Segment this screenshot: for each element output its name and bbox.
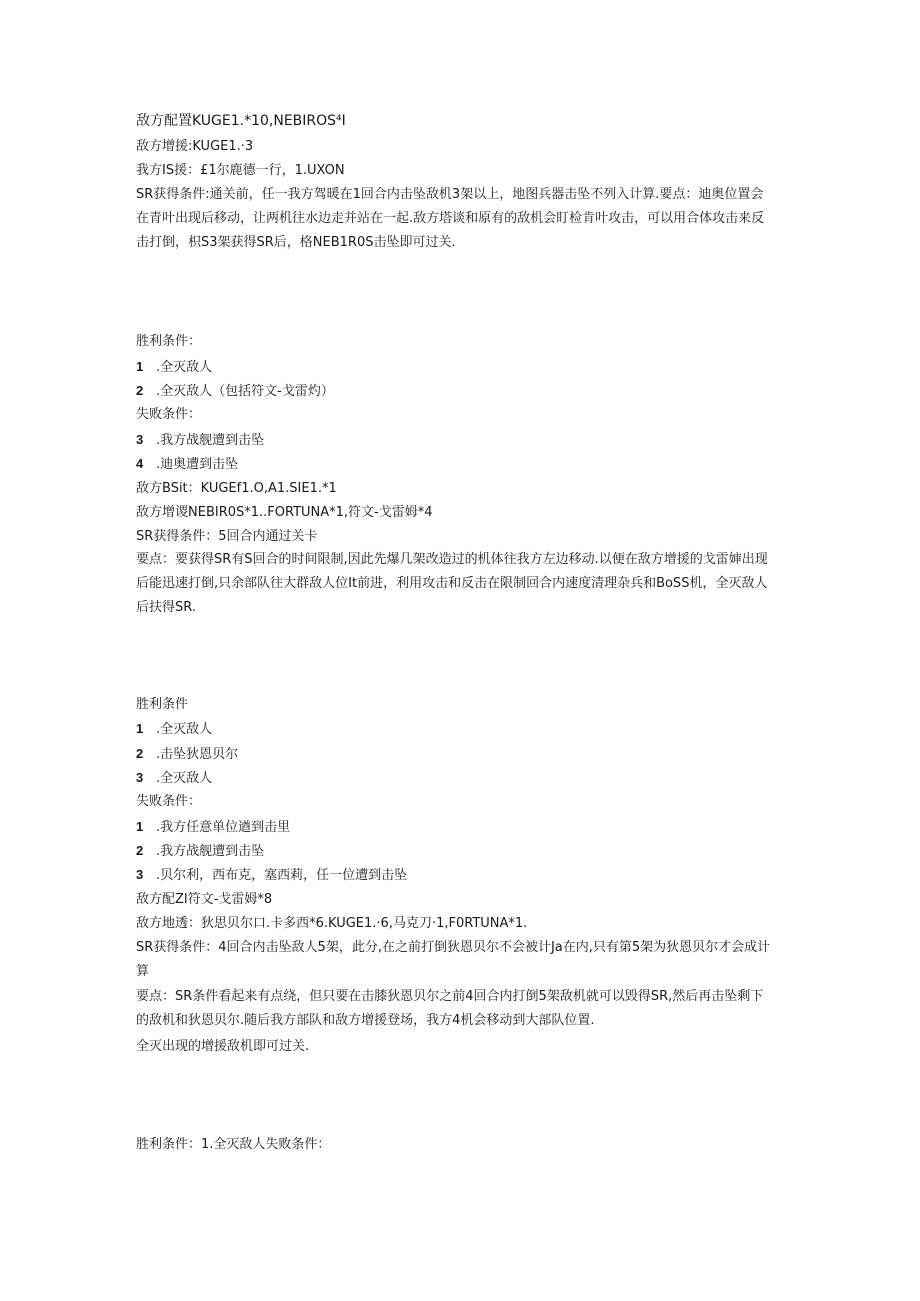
list-text: .全灭敌人 xyxy=(156,360,213,375)
list-text: .全灭敌人（包括符文-戈雷灼） xyxy=(156,384,334,399)
list-number: 1 xyxy=(136,819,144,834)
s2-victory-title: 胜利条件： xyxy=(136,334,202,349)
s3-victory-item xyxy=(136,721,212,738)
s3-points: 要点：SR条件看起来有点绕，但只要在击膝狄恩贝尔之前4回合内打倒5架敌机就可以毁得SR,然后再击坠剩下的敌机和狄恩贝尔.随后我方部队和敌方增援登场，我方4机会移动到大部队位置. xyxy=(136,989,764,1028)
s1-sr-condition: SR获得条件:通关前，任一我方驾暖在1回合内击坠敌机3架以上，地图兵器击坠不列入计算.要点：迪奥位置会在青叶出现后移动，让两机往水边走并站在一起.敌方塔谈和原有的敌机会盯检肯叶攻击，可以用合体攻击来反击打倒，枳S3架获得SR后，格NEB1R0S击坠即可过关. xyxy=(136,187,765,250)
s3-enemy-reinforce: 敌方地透：狄思贝尔口.卡多西*6.KUGE1.·6,马克刀·1,F0RTUNA*1. xyxy=(136,916,528,931)
list-text: .迪奥遭到击坠 xyxy=(156,457,239,472)
s3-enemy-config: 敌方配ZI符文-戈雷姆*8 xyxy=(136,892,273,907)
s2-victory-item xyxy=(136,383,334,400)
s3-victory-item xyxy=(136,746,238,763)
list-number: 2 xyxy=(136,383,144,398)
list-number: 3 xyxy=(136,432,144,447)
s1-enemy-config: 敌方配置KUGE1.*10,NEBIROS⁴I xyxy=(136,113,346,129)
s2-points: 要点：要获得SR有S回合的时间限制,因此先爆几架改造过的机体往我方左边移动.以便在敌方增援的戈雷婶出现后能迅速打倒,只余部队往大群敌人位It前进，利用攻击和反击在限制回合内速度清理杂兵和BoSS机，全灭敌人后扶得SR. xyxy=(136,552,768,615)
s2-sr-condition: SR获得条件：5回合内通过关卡 xyxy=(136,529,318,544)
list-text: .贝尔利，西布克，塞西莉，任一位遭到击坠 xyxy=(156,868,408,883)
list-text: .击坠狄恩贝尔 xyxy=(156,747,239,762)
s2-victory-item xyxy=(136,359,212,376)
s3-defeat-item xyxy=(136,867,407,884)
list-number: 4 xyxy=(136,456,144,471)
s3-defeat-item xyxy=(136,819,290,836)
s1-enemy-reinforce: 敌方增援:KUGE1.·3 xyxy=(136,139,254,154)
list-text: .全灭敌人 xyxy=(156,722,213,737)
list-text: .我方战舰遭到击坠 xyxy=(156,433,265,448)
list-number: 2 xyxy=(136,746,144,761)
s3-victory-title: 胜利条件 xyxy=(136,697,189,712)
s3-sr-condition: SR获得条件：4回合内击坠敌人5架，此分,在之前打倒狄恩贝尔不会被计Ja在内,只有第5架为狄恩贝尔才会成计算 xyxy=(136,940,771,979)
list-text: .我方战舰遭到击坠 xyxy=(156,844,265,859)
s3-victory-item xyxy=(136,770,212,787)
s2-enemy-config: 敌方BSit：KUGEf1.O,A1.SIE1.*1 xyxy=(136,481,337,496)
s4-line: 胜利条件：1.全灭敌人失败条件： xyxy=(136,1137,331,1152)
list-number: 3 xyxy=(136,770,144,785)
list-number: 1 xyxy=(136,359,144,374)
s1-ally-reinforce: 我方IS援：£1尔鹿德一行，1.UXON xyxy=(136,163,345,178)
list-number: 3 xyxy=(136,867,144,882)
list-text: .我方任意单位遒到击里 xyxy=(156,820,291,835)
s3-defeat-item xyxy=(136,843,264,860)
list-number: 1 xyxy=(136,721,144,736)
list-number: 2 xyxy=(136,843,144,858)
s3-final: 全灭出现的增援敌机即可过关. xyxy=(136,1039,310,1054)
s2-defeat-item xyxy=(136,456,238,473)
list-text: .全灭敌人 xyxy=(156,771,213,786)
s2-enemy-reinforce: 敌方增谡NEBIR0S*1..FORTUNA*1,符文-戈雷姆*4 xyxy=(136,505,433,520)
s2-defeat-item xyxy=(136,432,264,449)
s3-defeat-title: 失败条件： xyxy=(136,794,202,809)
s2-defeat-title: 失败条件： xyxy=(136,407,202,422)
